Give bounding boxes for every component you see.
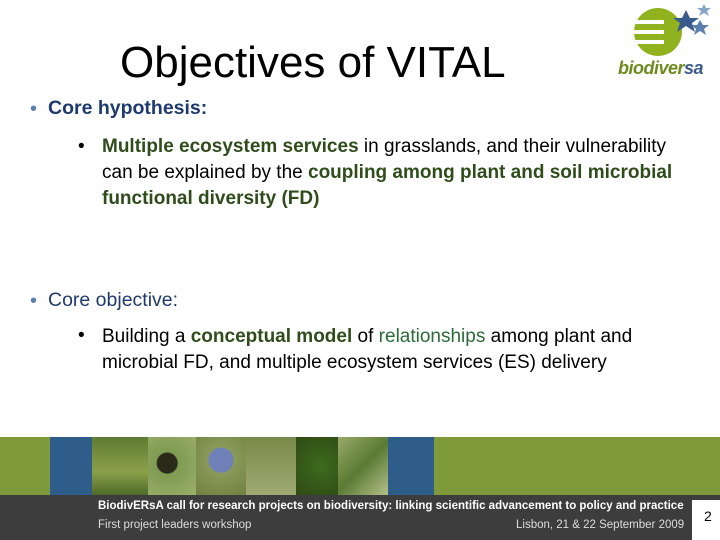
fern-photo <box>338 437 388 495</box>
blue-tile <box>50 437 92 495</box>
bullet-dot: • <box>30 290 38 312</box>
footer-title: BiodivERsA call for research projects on biodiversity: linking scientific advancement to policy and practice <box>98 500 684 512</box>
objective-text: Building a conceptual model of relationships among plant and microbial FD, and multiple ecosystem services (ES) delivery <box>102 326 633 373</box>
blue-flower-photo <box>196 437 246 495</box>
biodiversa-emblem-icon <box>614 2 718 62</box>
page-number: 2 <box>704 508 712 524</box>
green-tile <box>434 437 720 495</box>
section-heading: Core objective: <box>48 289 179 311</box>
photo-strip <box>0 437 720 495</box>
footer-date: Lisbon, 21 & 22 September 2009 <box>516 519 685 531</box>
section-heading: Core hypothesis: <box>48 97 208 119</box>
logo-wordmark: biodiversa <box>618 58 704 78</box>
bullet-dot: • <box>78 136 85 157</box>
bullet-dot: • <box>30 98 38 120</box>
biodiversa-logo <box>614 2 718 86</box>
meadow-photo <box>92 437 148 495</box>
footer-subtitle: First project leaders workshop <box>98 519 252 531</box>
blue-tile <box>388 437 434 495</box>
bullet-dot: • <box>78 325 85 346</box>
green-leaves-photo <box>296 437 338 495</box>
seedhead-photo <box>246 437 296 495</box>
footer-banner <box>0 437 720 540</box>
hypothesis-text: Multiple ecosystem services in grasslands, and their vulnerability can be explained by the coupling among plant and soil microbial functional diversity (FD) <box>102 136 673 209</box>
bee-flower-photo <box>148 437 196 495</box>
green-tile <box>0 437 50 495</box>
page-title: Objectives of VITAL <box>120 38 506 87</box>
